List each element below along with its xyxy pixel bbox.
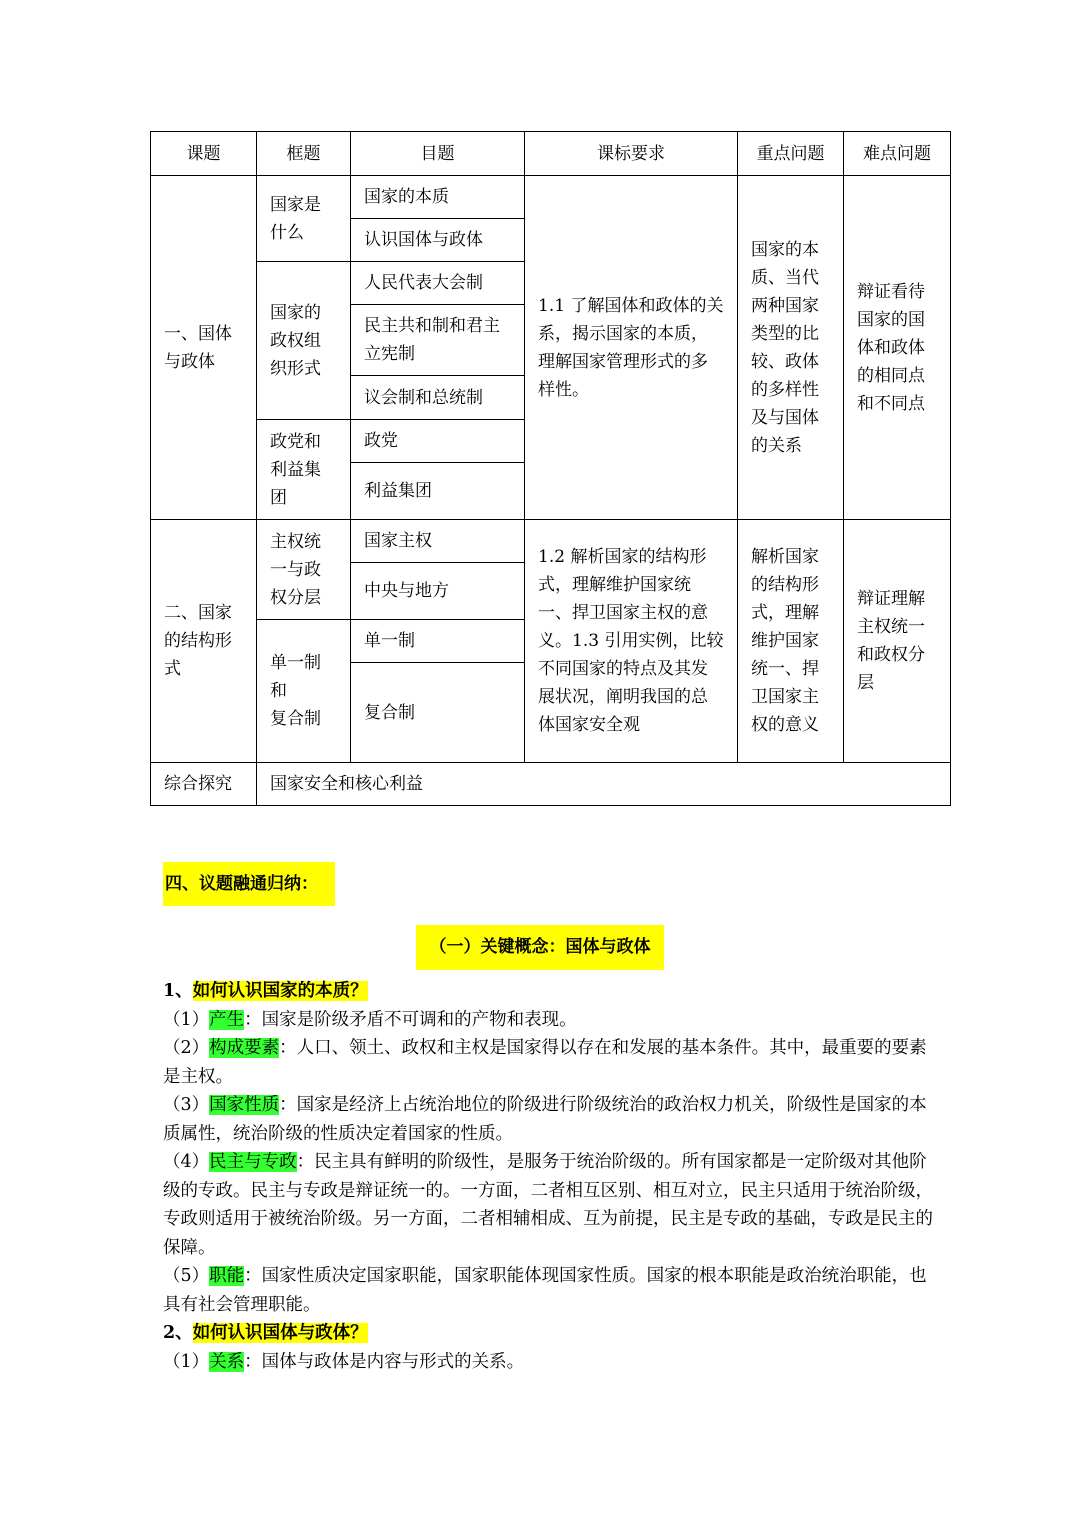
item-number: （1） (163, 1351, 210, 1372)
list-item (163, 1348, 933, 1377)
unit1-item: 利益集团 (351, 463, 525, 520)
unit1-requirement: 1.1 了解国体和政体的关系，揭示国家的本质，理解国家管理形式的多样性。 (525, 176, 738, 520)
unit2-frame2-line1: 单一制 (270, 653, 321, 673)
unit2-item: 国家主权 (351, 520, 525, 563)
item-number: （1） (163, 1009, 210, 1030)
header-requirement: 课标要求 (525, 132, 738, 176)
comprehensive-content: 国家安全和核心利益 (257, 763, 951, 806)
unit1-item: 人民代表大会制 (351, 262, 525, 305)
item-text: ：民主具有鲜明的阶级性，是服务于统治阶级的。所有国家都是一定阶级对其他阶级的专政。民主与专政是辩证统一的。一方面，二者相互区别、相互对立，民主只适用于统治阶级，专政则适用于被统治阶级。另一方面，二者相辅相成、互为前提，民主是专政的基础，专政是民主的保障。 (163, 1152, 933, 1258)
unit1-item: 议会制和总统制 (351, 376, 525, 420)
header-key-issue: 重点问题 (738, 132, 844, 176)
unit1-item: 认识国体与政体 (351, 219, 525, 262)
item-number: （3） (163, 1095, 210, 1115)
question-1-title: 如何认识国家的本质？ (192, 981, 368, 1001)
list-item (163, 1148, 933, 1262)
unit2-item: 复合制 (351, 663, 525, 763)
comprehensive-label: 综合探究 (151, 763, 257, 806)
list-item (163, 1034, 933, 1091)
item-number: （2） (163, 1038, 210, 1058)
term-highlight: 构成要素 (209, 1038, 280, 1058)
item-number: （4） (163, 1152, 210, 1172)
list-item (163, 1091, 933, 1148)
question-1-heading (163, 977, 933, 1006)
unit1-frame1: 国家是什么 (257, 176, 351, 262)
unit2-topic: 二、国家的结构形式 (151, 520, 257, 763)
unit2-item: 中央与地方 (351, 563, 525, 620)
unit1-key-issue: 国家的本质、当代两种国家类型的比较、政体的多样性及与国体的关系 (738, 176, 844, 520)
item-text: ：国家是阶级矛盾不可调和的产物和表现。 (244, 1009, 577, 1030)
question-1 (163, 977, 933, 1376)
unit1-topic: 一、国体与政体 (151, 176, 257, 520)
header-row (151, 132, 951, 176)
unit2-frame2 (257, 620, 351, 763)
header-difficult-issue: 难点问题 (844, 132, 951, 176)
question-1-number: 1、 (163, 981, 193, 1001)
header-topic: 课题 (151, 132, 257, 176)
unit1-frame3: 政党和利益集团 (257, 420, 351, 520)
unit2-item: 单一制 (351, 620, 525, 663)
item-text: ：国家性质决定国家职能，国家职能体现国家性质。国家的根本职能是政治统治职能，也具有社会管理职能。 (163, 1266, 927, 1315)
unit2-difficult-issue: 辩证理解主权统一和政权分层 (844, 520, 951, 763)
item-text: ：国体与政体是内容与形式的关系。 (244, 1351, 525, 1372)
unit1-frame2: 国家的政权组织形式 (257, 262, 351, 420)
unit2-requirement: 1.2 解析国家的结构形式，理解维护国家统一、捍卫国家主权的意义。1.3 引用实例，比较不同国家的特点及其发展状况，阐明我国的总体国家安全观 (525, 520, 738, 763)
unit2-frame1: 主权统一与政权分层 (257, 520, 351, 620)
term-highlight: 民主与专政 (209, 1152, 297, 1172)
section-title: 四、议题融通归纳： (163, 862, 335, 906)
list-item (163, 1006, 933, 1035)
unit2-key-issue: 解析国家的结构形式，理解维护国家统一、捍卫国家主权的意义 (738, 520, 844, 763)
question-2-heading (163, 1319, 933, 1348)
curriculum-table (150, 131, 951, 806)
item-text: ：国家是经济上占统治地位的阶级进行阶级统治的政治权力机关，阶级性是国家的本质属性，统治阶级的性质决定着国家的性质。 (163, 1095, 927, 1144)
unit2-frame2-line3: 复合制 (270, 709, 321, 729)
item-number: （5） (163, 1266, 210, 1286)
header-frame: 框题 (257, 132, 351, 176)
unit1-difficult-issue: 辩证看待国家的国体和政体的相同点和不同点 (844, 176, 951, 520)
item-text: ：人口、领土、政权和主权是国家得以存在和发展的基本条件。其中，最重要的要素是主权。 (163, 1038, 927, 1087)
unit1-item: 国家的本质 (351, 176, 525, 219)
subsection-title: （一）关键概念：国体与政体 (416, 925, 664, 970)
list-item (163, 1262, 933, 1319)
unit1-item: 民主共和制和君主立宪制 (351, 305, 525, 376)
question-2-number: 2、 (163, 1323, 193, 1343)
question-2-title: 如何认识国体与政体？ (192, 1323, 368, 1343)
unit1-item: 政党 (351, 420, 525, 463)
term-highlight: 关系 (209, 1351, 245, 1372)
unit2-frame2-line2: 和 (270, 681, 287, 701)
term-highlight: 职能 (209, 1266, 245, 1286)
term-highlight: 国家性质 (209, 1095, 280, 1115)
term-highlight: 产生 (209, 1009, 245, 1030)
header-item: 目题 (351, 132, 525, 176)
